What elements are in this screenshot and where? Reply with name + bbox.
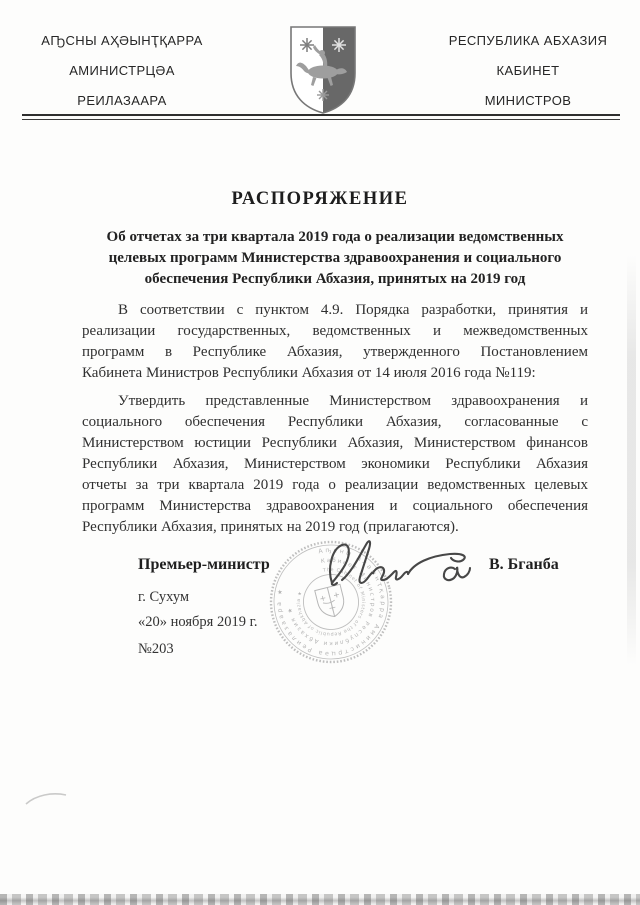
body-line: Министерством юстиции Республики Абхазия, Министерством финансов bbox=[82, 435, 588, 451]
body-line: реализации государственных, ведомственных и межведомственных bbox=[82, 323, 588, 339]
issue-date: «20» ноября 2019 г. bbox=[138, 614, 258, 630]
signature-scrawl bbox=[322, 535, 474, 593]
scan-edge-bottom bbox=[0, 894, 640, 905]
body-line: социального обеспечения Республики Абхазия, согласованные с bbox=[82, 414, 588, 430]
header-russian-line2: КАБИНЕТ bbox=[496, 63, 560, 78]
subject-line: целевых программ Министерства здравоохранения и социального bbox=[108, 250, 562, 266]
paragraph-preamble bbox=[82, 300, 588, 384]
issue-place: г. Сухум bbox=[138, 589, 190, 605]
subject-line: обеспечения Республики Абхазия, принятых на 2019 год bbox=[144, 271, 526, 287]
scan-shadow-right bbox=[627, 255, 636, 665]
body-line: Кабинета Министров Республики Абхазия от 14 июля 2016 года №119: bbox=[82, 365, 536, 381]
body-line: В соответствии с пунктом 4.9. Порядка разработки, принятия и bbox=[118, 302, 588, 318]
stamp-ring-middle-text: Кабинет Министров Республики Абхазия ★ bbox=[287, 557, 376, 647]
body-line: программ в Республике Абхазия, утвержденного Постановлением bbox=[82, 344, 588, 360]
body-line: Республики Абхазия, Министерством экономики Республики Абхазия bbox=[82, 456, 588, 472]
header-org-russian bbox=[438, 26, 618, 116]
header-russian-line3: МИНИСТРОВ bbox=[484, 93, 572, 108]
subject-line: Об отчетах за три квартала 2019 года о реализации ведомственных bbox=[106, 229, 564, 245]
header-org-abkhaz bbox=[22, 26, 222, 116]
signatory-name: В. Бганба bbox=[489, 556, 559, 573]
abkhazia-coat-of-arms-icon bbox=[286, 24, 360, 116]
header-russian-line1: РЕСПУБЛИКА АБХАЗИЯ bbox=[448, 33, 608, 48]
stamp-ring-outer-text: Аҧсны Аҳәынҭқарра Аминистрцәа Реилазаара ★ bbox=[275, 546, 387, 658]
header-abkhaz-line2: АМИНИСТРЦӘА bbox=[69, 63, 175, 78]
document-subject bbox=[82, 227, 588, 290]
document-type-title: РАСПОРЯЖЕНИЕ bbox=[231, 189, 409, 209]
body-line: Республики Абхазия, принятых на 2019 год (прилагаются). bbox=[82, 519, 459, 535]
document-number: №203 bbox=[138, 641, 174, 657]
pen-scratch-artifact bbox=[24, 790, 68, 808]
stamp-ring-inner-text: The Cabinet of Ministers of the Republic of Abkhazia ★ bbox=[296, 567, 366, 637]
body-line: отчеты за три квартала 2019 года о реализации ведомственных целевых bbox=[82, 477, 588, 493]
paragraph-resolution bbox=[82, 391, 588, 538]
body-line: Утвердить представленные Министерством здравоохранения и bbox=[118, 393, 588, 409]
header-abkhaz-line1: АҦСНЫ АҲӘЫНҬҚАРРА bbox=[41, 33, 203, 48]
signatory-post: Премьер-министр bbox=[138, 556, 270, 573]
header-abkhaz-line3: РЕИЛАЗААРА bbox=[77, 93, 167, 108]
body-line: программ Министерства здравоохранения и социального обеспечения bbox=[82, 498, 588, 514]
header-divider-double-rule bbox=[22, 114, 620, 120]
